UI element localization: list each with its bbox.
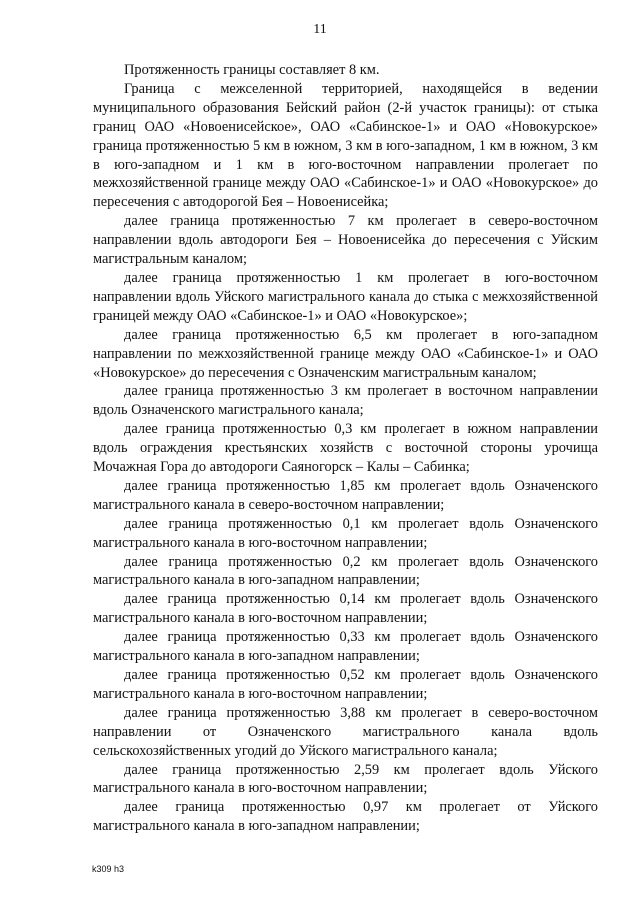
paragraph: далее граница протяженностью 0,2 км пролегает вдоль Означенского магистрального канала в юго-западном направлении; — [93, 553, 598, 589]
paragraph: далее граница протяженностью 1,85 км пролегает вдоль Означенского магистрального канала в северо-восточном направлении; — [93, 477, 598, 513]
paragraph: далее граница протяженностью 1 км пролегает в юго-восточном направлении вдоль Уйского магистрального канала до стыка с межхозяйственной границей между ОАО «Сабинское-1» и ОАО «Новокурское»; — [93, 269, 598, 324]
paragraph: далее граница протяженностью 0,3 км пролегает в южном направлении вдоль ограждения крестьянских хозяйств с восточной стороны урочища Мочажная Гора до автодороги Саяногорск – Калы – Сабинка; — [93, 421, 598, 476]
paragraph: Граница с межселенной территорией, находящейся в ведении муниципального образования Бейский район (2-й участок границы): от стыка границ ОАО «Новоенисейское», ОАО «Сабинское-1» и ОАО «Новокурское» граница протяженностью 5 км в южном, 3 км в юго-западном, 1 км в южном, 3 км в юго-западном и 1 км в юго-восточном направлении пролегает по межхозяйственной границе между ОАО «Сабинское-1» и ОАО «Новокурское» до пересечения с автодорогой Бея – Новоенисейка; — [93, 80, 598, 211]
paragraph: далее граница протяженностью 0,14 км пролегает вдоль Означенского магистрального канала в юго-восточном направлении; — [93, 591, 598, 627]
document-body — [93, 61, 598, 836]
paragraph: далее граница протяженностью 0,33 км пролегает вдоль Означенского магистрального канала в юго-западном направлении; — [93, 629, 598, 665]
paragraph: далее граница протяженностью 7 км пролегает в северо-восточном направлении вдоль автодороги Бея – Новоенисейка до пересечения с Уйским магистральным каналом; — [93, 213, 598, 268]
paragraph: далее граница протяженностью 0,97 км пролегает от Уйского магистрального канала в юго-западном направлении; — [93, 799, 598, 835]
page-number: 11 — [313, 22, 327, 37]
paragraph: далее граница протяженностью 0,1 км пролегает вдоль Означенского магистрального канала в юго-восточном направлении; — [93, 515, 598, 551]
paragraph: далее граница протяженностью 0,52 км пролегает вдоль Означенского магистрального канала в юго-восточном направлении; — [93, 667, 598, 702]
paragraph: далее граница протяженностью 3 км пролегает в восточном направлении вдоль Означенского магистрального канала; — [93, 383, 598, 419]
paragraph: далее граница протяженностью 2,59 км пролегает вдоль Уйского магистрального канала в юго-восточном направлении; — [93, 761, 598, 797]
paragraph: Протяженность границы составляет 8 км. — [124, 62, 380, 78]
paragraph: далее граница протяженностью 3,88 км пролегает в северо-восточном направлении от Означенского магистрального канала вдоль сельскохозяйственных угодий до Уйского магистрального канала; — [93, 704, 598, 759]
paragraph: далее граница протяженностью 6,5 км пролегает в юго-западном направлении по межхозяйственной границе между ОАО «Сабинское-1» и ОАО «Новокурское» до пересечения с Означенским магистральным каналом; — [93, 326, 598, 381]
footer-document-code: k309 h3 — [92, 864, 125, 874]
